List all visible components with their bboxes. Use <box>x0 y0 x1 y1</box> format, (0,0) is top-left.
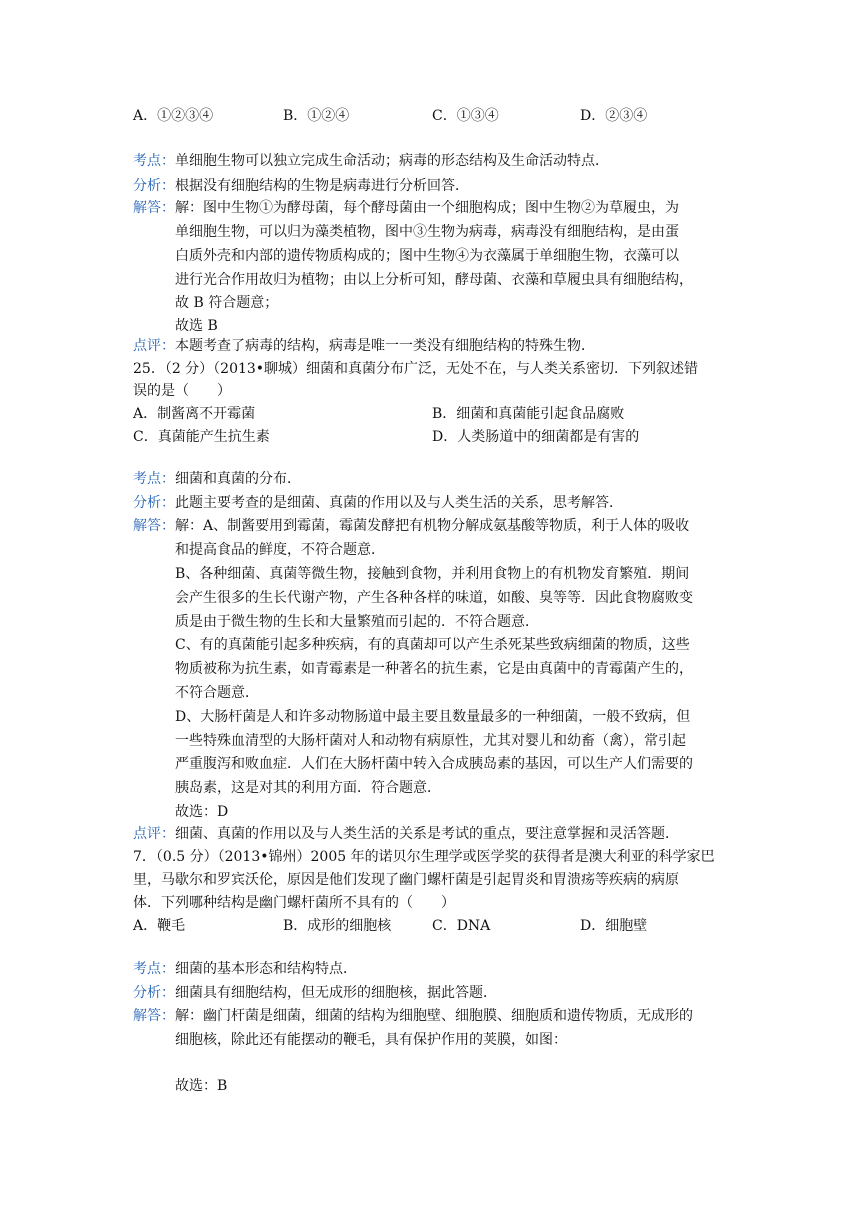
q25-jieda-label: 解答： <box>133 518 175 534</box>
q24-jieda-label: 解答： <box>133 200 175 216</box>
kaodian-label: 考点： <box>133 153 175 169</box>
fenxi-label: 分析： <box>133 495 175 511</box>
q25-jieda-line-7: 物质被称为抗生素，如青霉素是一种著名的抗生素，它是由真菌中的青霉菌产生的， <box>175 661 693 677</box>
q25-jieda-line-2: 和提高食品的鲜度，不符合题意． <box>175 542 385 558</box>
q25-fenxi-text: 此题主要考查的是细菌、真菌的作用以及与人类生活的关系，思考解答． <box>175 495 623 511</box>
q25-stem-line-2: 误的是（ ） <box>133 383 231 399</box>
q24-dianping-row <box>133 336 595 356</box>
kaodian-label: 考点： <box>133 471 175 487</box>
q24-jieda-line-1: 解：图中生物①为酵母菌，每个酵母菌由一个细胞构成；图中生物②为草履虫，为 <box>175 200 679 216</box>
q24-jieda-line-6: 故选 B <box>175 318 218 334</box>
q25-option-c: C．真菌能产生抗生素 <box>133 429 270 445</box>
q7-jieda-line-1: 解：幽门杆菌是细菌，细菌的结构为细胞壁、细胞膜、细胞质和遗传物质，无成形的 <box>175 1008 693 1024</box>
q7-fenxi-text: 细菌具有细胞结构，但无成形的细胞核，据此答题． <box>175 985 497 1001</box>
q7-option-c: C．DNA <box>432 918 491 934</box>
q25-jieda-line-4: 会产生很多的生长代谢产物，产生各种各样的味道，如酸、臭等等．因此食物腐败变 <box>175 590 693 606</box>
q25-kaodian-text: 细菌和真菌的分布． <box>175 471 301 487</box>
q25-jieda-line-11: 严重腹泻和败血症．人们在大肠杆菌中转入合成胰岛素的基因，可以生产人们需要的 <box>175 756 693 772</box>
q24-jieda-line-5: 故 B 符合题意； <box>175 295 279 311</box>
q7-stem-line-2: 里，马歇尔和罗宾沃伦，原因是他们发现了幽门螺杆菌是引起胃炎和胃溃疡等疾病的病原 <box>133 872 679 888</box>
q7-stem-line-1: 7．（0.5 分）（2013•锦州）2005 年的诺贝尔生理学或医学奖的获得者是澳大利亚的科学家巴 <box>133 849 715 865</box>
q24-option-b: B．①②④ <box>283 108 350 124</box>
q24-fenxi-text: 根据没有细胞结构的生物是病毒进行分析回答． <box>175 178 469 194</box>
q25-option-a: A．制酱离不开霉菌 <box>133 406 256 422</box>
q7-jieda-label: 解答： <box>133 1008 175 1024</box>
q24-jieda-line-4: 进行光合作用故归为植物；由以上分析可知，酵母菌、衣藻和草履虫具有细胞结构， <box>175 272 693 288</box>
q24-fenxi-row <box>133 176 469 196</box>
q25-jieda-line-8: 不符合题意． <box>175 685 259 701</box>
q25-jieda-line-10: 一些特殊血清型的大肠杆菌对人和动物有病原性，尤其对婴儿和幼畜（禽），常引起 <box>175 733 686 749</box>
q25-stem-line-1: 25．（2 分）（2013•聊城）细菌和真菌分布广泛，无处不在，与人类关系密切．下列叙述错 <box>133 361 699 377</box>
q7-kaodian-row <box>133 959 357 979</box>
q24-kaodian-row <box>133 151 609 171</box>
q24-jieda-line-2: 单细胞生物，可以归为藻类植物，图中③生物为病毒，病毒没有细胞结构，是由蛋 <box>175 224 679 240</box>
kaodian-label: 考点： <box>133 961 175 977</box>
q25-dianping-text: 细菌、真菌的作用以及与人类生活的关系是考试的重点，要注意掌握和灵活答题． <box>175 826 679 842</box>
q24-option-d: D．②③④ <box>580 108 648 124</box>
q25-jieda-line-5: 质是由于微生物的生长和大量繁殖而引起的．不符合题意． <box>175 614 539 630</box>
q25-jieda-line-9: D、大肠杆菌是人和许多动物肠道中最主要且数量最多的一种细菌，一般不致病，但 <box>175 709 691 725</box>
q7-option-b: B．成形的细胞核 <box>283 918 392 934</box>
q7-option-d: D．细胞壁 <box>580 918 648 934</box>
q25-jieda-line-1: 解：A、制酱要用到霉菌，霉菌发酵把有机物分解成氨基酸等物质，利于人体的吸收 <box>175 518 690 534</box>
fenxi-label: 分析： <box>133 985 175 1001</box>
q25-jieda-line-6: C、有的真菌能引起多种疾病，有的真菌却可以产生杀死某些致病细菌的物质，这些 <box>175 637 690 653</box>
fenxi-label: 分析： <box>133 178 175 194</box>
q25-jieda-line-13: 故选：D <box>175 804 229 820</box>
q24-jieda-line-3: 白质外壳和内部的遗传物质构成的；图中生物④为衣藻属于单细胞生物，衣藻可以 <box>175 248 679 264</box>
q7-kaodian-text: 细菌的基本形态和结构特点． <box>175 961 357 977</box>
q25-fenxi-row <box>133 493 623 513</box>
q7-stem-line-3: 体．下列哪种结构是幽门螺杆菌所不具有的（ ） <box>133 895 455 911</box>
q25-jieda-line-12: 胰岛素，这是对其的利用方面．符合题意． <box>175 780 441 796</box>
dianping-label: 点评： <box>133 826 175 842</box>
q24-kaodian-text: 单细胞生物可以独立完成生命活动；病毒的形态结构及生命活动特点． <box>175 153 609 169</box>
q25-kaodian-row <box>133 469 301 489</box>
q24-option-a: A．①②③④ <box>133 108 214 124</box>
q25-dianping-row <box>133 824 679 844</box>
q7-option-a: A．鞭毛 <box>133 918 186 934</box>
q7-jieda-line-2: 细胞核，除此还有能摆动的鞭毛，具有保护作用的荚膜，如图： <box>175 1032 567 1048</box>
q7-answer: 故选：B <box>175 1078 228 1094</box>
dianping-label: 点评： <box>133 338 175 354</box>
q25-option-d: D．人类肠道中的细菌都是有害的 <box>432 429 640 445</box>
q24-dianping-text: 本题考查了病毒的结构，病毒是唯一一类没有细胞结构的特殊生物． <box>175 338 595 354</box>
q7-fenxi-row <box>133 983 497 1003</box>
q25-option-b: B．细菌和真菌能引起食品腐败 <box>432 406 625 422</box>
q25-jieda-line-3: B、各种细菌、真菌等微生物，接触到食物，并利用食物上的有机物发育繁殖．期间 <box>175 566 690 582</box>
q24-option-c: C．①③④ <box>432 108 499 124</box>
